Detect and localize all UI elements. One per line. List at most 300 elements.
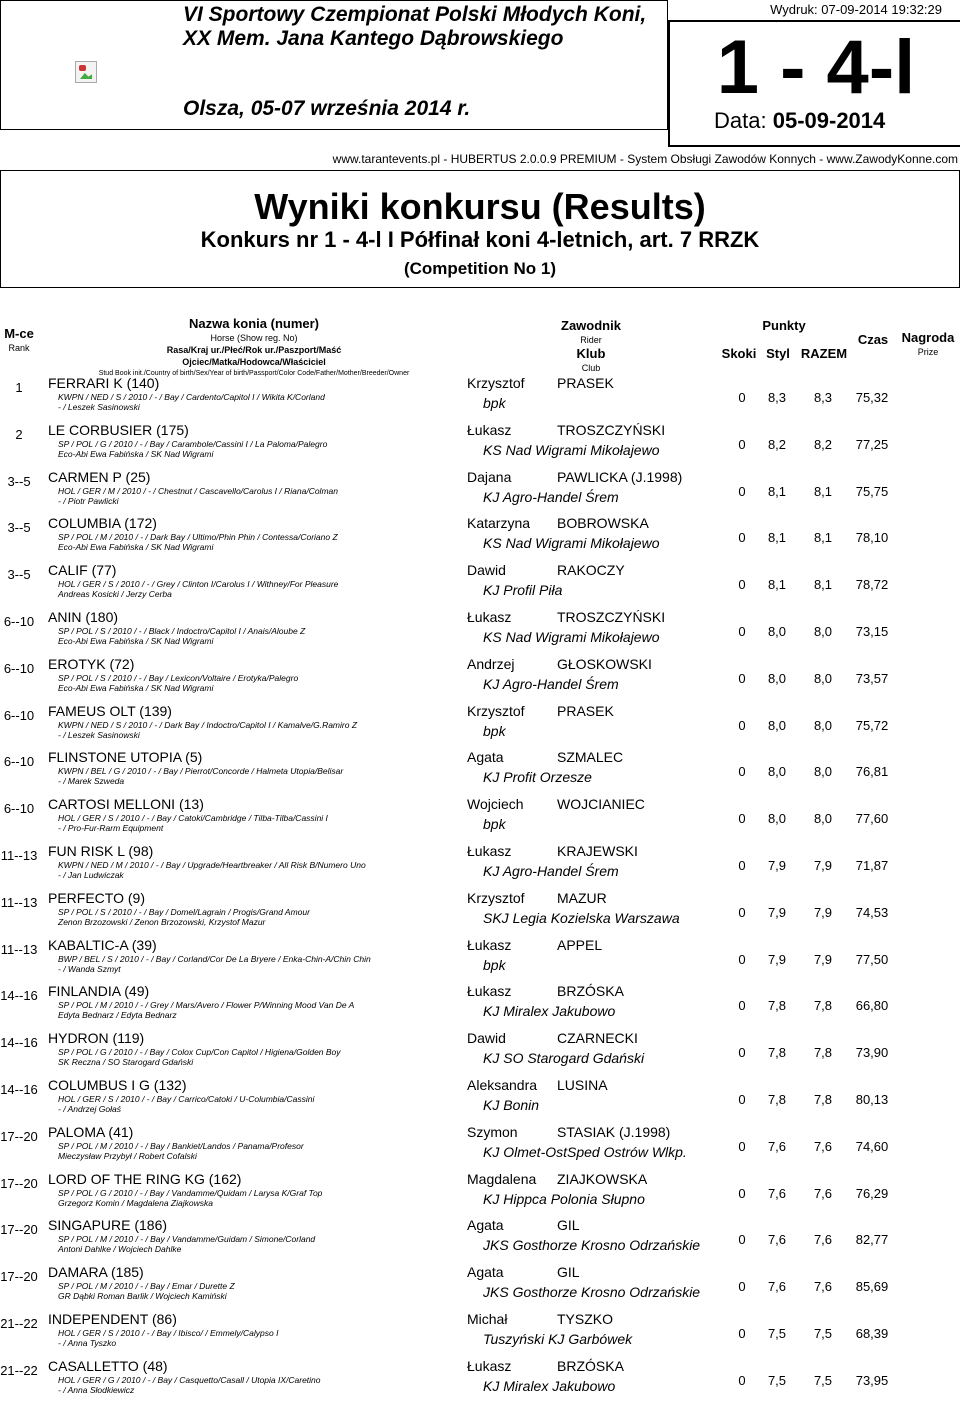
razem-value: 7,8 xyxy=(813,998,833,1014)
rider-last-name: PAWLICKA (J.1998) xyxy=(557,468,683,485)
rider-first-name: Krzysztof xyxy=(467,375,525,391)
rider-last-name: ZIAJKOWSKA xyxy=(557,1170,648,1187)
event-header xyxy=(0,0,668,130)
table-row xyxy=(0,748,960,795)
rider-cell xyxy=(467,1076,723,1116)
rank-cell: 17--20 xyxy=(0,1175,38,1191)
rank-cell: 17--20 xyxy=(0,1128,38,1144)
rank-cell: 14--16 xyxy=(0,1082,38,1097)
styl-value: 7,8 xyxy=(767,1045,787,1061)
horse-owner: - / Piotr Pawlicki xyxy=(58,495,119,506)
rider-last-name: TROSZCZYŃSKI xyxy=(557,421,666,438)
rider-last-name: BRZÓSKA xyxy=(557,1357,624,1374)
col-club-label-en: Club xyxy=(581,363,601,373)
razem-value: 8,3 xyxy=(813,390,833,405)
table-row xyxy=(0,374,960,421)
czas-value: 78,10 xyxy=(855,530,889,546)
horse-name: PALOMA (41) xyxy=(48,1123,134,1140)
table-row xyxy=(0,1029,960,1076)
rider-club: KJ Agro-Handel Śrem xyxy=(483,675,619,692)
horse-owner: Eco-Abi Ewa Fabińska / SK Nad Wigrami xyxy=(58,448,214,459)
col-horse-line2: Rasa/Kraj ur./Płeć/Rok ur./Paszport/Maść xyxy=(166,345,342,355)
rider-first-name: Łukasz xyxy=(467,421,512,438)
rider-last-name: BOBROWSKA xyxy=(557,515,649,532)
col-prize-header xyxy=(896,330,960,358)
horse-owner: - / Wanda Szmyt xyxy=(58,963,121,974)
col-rank-label: M-ce xyxy=(4,326,34,341)
czas-value: 66,80 xyxy=(855,998,889,1014)
rider-name xyxy=(467,1123,723,1141)
rider-cell xyxy=(467,748,723,788)
skoki-value: 0 xyxy=(738,764,746,780)
styl-value: 7,6 xyxy=(767,1138,787,1154)
rider-first-name: Agata xyxy=(467,1264,504,1281)
table-row xyxy=(0,421,960,468)
rider-cell xyxy=(467,936,723,976)
horse-owner: - / Jan Ludwiczak xyxy=(58,870,124,880)
rider-first-name: Dawid xyxy=(467,562,506,579)
system-line: www.tarantevents.pl - HUBERTUS 2.0.0.9 PREMIUM - System Obsługi Zawodów Konnych - www.ZawodyKonne.com xyxy=(332,152,958,166)
rider-cell xyxy=(467,1216,723,1256)
rank-cell: 14--16 xyxy=(0,1035,38,1051)
styl-value: 8,0 xyxy=(767,764,787,780)
horse-name: FUN RISK L (98) xyxy=(48,843,154,859)
rider-first-name: Andrzej xyxy=(467,655,515,672)
rider-cell xyxy=(467,608,723,648)
col-czas-label: Czas xyxy=(857,332,889,347)
horse-pedigree: KWPN / BEL / G / 2010 / - / Bay / Pierrot/Concorde / Halmeta Utopia/Belisar xyxy=(58,766,344,777)
rider-name xyxy=(467,561,723,579)
styl-value: 7,5 xyxy=(767,1326,787,1341)
col-points-header xyxy=(718,318,850,334)
rider-name xyxy=(467,748,723,766)
styl-value: 7,9 xyxy=(767,951,787,967)
horse-cell xyxy=(48,1170,456,1208)
razem-value: 8,0 xyxy=(813,764,833,780)
rider-first-name: Agata xyxy=(467,749,504,766)
rider-cell xyxy=(467,1357,723,1397)
rider-club: KS Nad Wigrami Mikołajewo xyxy=(483,441,660,458)
razem-value: 8,0 xyxy=(813,811,833,827)
skoki-value: 0 xyxy=(738,1372,746,1388)
print-date: Wydruk: 07-09-2014 19:32:29 xyxy=(770,2,942,17)
horse-name: COLUMBUS I G (132) xyxy=(48,1077,187,1093)
col-czas-header xyxy=(850,332,896,348)
col-skoki-header xyxy=(718,346,760,362)
horse-cell xyxy=(48,1310,456,1348)
rider-last-name: TYSZKO xyxy=(557,1311,614,1327)
razem-value: 8,0 xyxy=(813,670,833,686)
horse-name: FINLANDIA (49) xyxy=(48,983,150,1000)
rank-cell: 11--13 xyxy=(0,941,38,957)
rider-cell xyxy=(467,1310,723,1350)
skoki-value: 0 xyxy=(738,390,746,405)
rider-club: KJ Agro-Handel Śrem xyxy=(483,863,619,879)
col-styl-header xyxy=(760,346,796,362)
rider-cell xyxy=(467,1029,723,1069)
rank-cell: 6--10 xyxy=(3,754,35,770)
czas-value: 75,32 xyxy=(855,390,889,405)
horse-pedigree: HOL / GER / S / 2010 / - / Grey / Clinton I/Carolus I / Withney/For Pleasure xyxy=(58,579,339,590)
rider-name xyxy=(467,1170,723,1188)
horse-name: FAMEUS OLT (139) xyxy=(48,702,172,719)
horse-cell xyxy=(48,1123,456,1161)
horse-cell xyxy=(48,1216,456,1254)
razem-value: 7,6 xyxy=(813,1232,833,1248)
horse-cell xyxy=(48,1076,456,1114)
skoki-value: 0 xyxy=(738,1092,746,1107)
rank-cell: 6--10 xyxy=(3,707,35,723)
rider-club: KJ Miralex Jakubowo xyxy=(483,1003,616,1020)
skoki-value: 0 xyxy=(738,717,746,733)
rank-cell: 1 xyxy=(15,380,23,395)
horse-pedigree: SP / POL / S / 2010 / - / Black / Indoctro/Capitol I / Anais/Aloube Z xyxy=(58,626,306,636)
horse-cell xyxy=(48,1357,456,1395)
horse-name: FLINSTONE UTOPIA (5) xyxy=(48,749,203,766)
styl-value: 7,6 xyxy=(767,1185,787,1201)
competition-box xyxy=(668,20,960,147)
horse-pedigree: SP / POL / M / 2010 / - / Bay / Emar / Durette Z xyxy=(58,1281,235,1292)
horse-pedigree: HOL / GER / S / 2010 / - / Bay / Carrico/Catoki / U-Columbia/Cassini xyxy=(58,1094,315,1104)
rider-first-name: Dawid xyxy=(467,1030,506,1047)
czas-value: 76,81 xyxy=(855,764,889,780)
rider-club: JKS Gosthorze Krosno Odrzańskie xyxy=(483,1237,701,1254)
rider-name xyxy=(467,421,723,439)
horse-name: LE CORBUSIER (175) xyxy=(48,421,189,438)
razem-value: 7,6 xyxy=(813,1279,833,1295)
col-rider-label-en: Rider xyxy=(580,335,602,345)
table-row xyxy=(0,1263,960,1310)
rider-first-name: Łukasz xyxy=(467,609,512,625)
skoki-value: 0 xyxy=(738,483,746,499)
skoki-value: 0 xyxy=(738,1045,746,1061)
razem-value: 8,0 xyxy=(813,624,833,639)
horse-pedigree: KWPN / NED / S / 2010 / - / Dark Bay / Indoctro/Capitol I / Kamalve/G.Ramiro Z xyxy=(58,719,358,730)
czas-value: 77,25 xyxy=(855,436,889,452)
styl-value: 8,0 xyxy=(767,624,787,639)
rider-cell xyxy=(467,468,723,508)
horse-cell xyxy=(48,702,456,740)
skoki-value: 0 xyxy=(738,1279,746,1295)
skoki-value: 0 xyxy=(738,577,746,593)
horse-name: PERFECTO (9) xyxy=(48,889,145,906)
table-row xyxy=(0,1216,960,1263)
rider-cell xyxy=(467,514,723,554)
skoki-value: 0 xyxy=(738,670,746,686)
rider-last-name: LUSINA xyxy=(557,1077,608,1093)
table-row xyxy=(0,655,960,702)
rider-club: KS Nad Wigrami Mikołajewo xyxy=(483,535,660,552)
rider-name xyxy=(467,936,723,954)
styl-value: 8,3 xyxy=(767,390,787,405)
horse-name: EROTYK (72) xyxy=(48,655,135,672)
rider-cell xyxy=(467,655,723,695)
date-value: 05-09-2014 xyxy=(772,108,886,133)
skoki-value: 0 xyxy=(738,998,746,1014)
razem-value: 7,5 xyxy=(813,1326,833,1341)
rider-club: bpk xyxy=(483,956,506,973)
rider-first-name: Krzysztof xyxy=(467,889,525,906)
horse-owner: - / Anna Tyszko xyxy=(58,1338,117,1348)
czas-value: 73,57 xyxy=(855,670,889,686)
rider-first-name: Agata xyxy=(467,1217,504,1234)
horse-owner: - / Leszek Sasinowski xyxy=(58,729,140,740)
table-row xyxy=(0,1170,960,1217)
rider-club: KJ SO Starogard Gdański xyxy=(483,1050,645,1067)
rider-club: Tuszyński KJ Garbówek xyxy=(483,1331,633,1347)
rider-cell xyxy=(467,842,723,882)
horse-cell xyxy=(48,468,456,506)
horse-name: COLUMBIA (172) xyxy=(48,515,157,532)
styl-value: 7,9 xyxy=(767,904,787,920)
rider-last-name: WOJCIANIEC xyxy=(557,796,645,813)
styl-value: 7,5 xyxy=(767,1372,787,1388)
rank-cell: 3--5 xyxy=(7,520,31,536)
razem-value: 8,0 xyxy=(813,717,833,733)
horse-pedigree: SP / POL / S / 2010 / - / Bay / Domel/Lagrain / Progis/Grand Amour xyxy=(58,906,310,917)
rider-name xyxy=(467,1310,723,1328)
rider-last-name: PRASEK xyxy=(557,375,614,391)
horse-owner: - / Leszek Sasinowski xyxy=(58,402,140,412)
table-row xyxy=(0,561,960,608)
skoki-value: 0 xyxy=(738,904,746,920)
rider-cell xyxy=(467,795,723,835)
rider-cell xyxy=(467,421,723,461)
horse-owner: Zenon Brzozowski / Zenon Brzozowski, Krzystof Mazur xyxy=(58,916,266,927)
rider-name xyxy=(467,468,723,486)
rider-name xyxy=(467,1357,723,1375)
horse-owner: Antoni Dahlke / Wojciech Dahlke xyxy=(58,1244,182,1255)
razem-value: 7,6 xyxy=(813,1138,833,1154)
table-row xyxy=(0,1357,960,1403)
col-rider-header xyxy=(467,318,715,374)
rider-name xyxy=(467,374,723,392)
rider-name xyxy=(467,1076,723,1094)
horse-name: FERRARI K (140) xyxy=(48,375,160,391)
table-row xyxy=(0,1310,960,1357)
czas-value: 75,72 xyxy=(855,717,889,733)
razem-value: 7,5 xyxy=(813,1372,833,1388)
rider-last-name: APPEL xyxy=(557,936,603,953)
horse-owner: Mieczysław Przybył / Robert Cofalski xyxy=(58,1150,197,1161)
horse-name: CARMEN P (25) xyxy=(48,468,151,485)
rider-club: KJ Hippca Polonia Słupno xyxy=(483,1190,645,1207)
horse-cell xyxy=(48,982,456,1020)
horse-pedigree: SP / POL / G / 2010 / - / Bay / Vandamme/Quidam / Larysa K/Graf Top xyxy=(58,1187,323,1198)
rider-first-name: Łukasz xyxy=(467,843,512,859)
styl-value: 7,9 xyxy=(767,858,787,873)
horse-owner: - / Marek Szweda xyxy=(58,776,125,787)
rider-first-name: Łukasz xyxy=(467,983,512,1000)
rider-first-name: Łukasz xyxy=(467,1357,512,1374)
horse-name: CARTOSI MELLONI (13) xyxy=(48,796,204,813)
styl-value: 8,1 xyxy=(767,577,787,593)
col-rank-header xyxy=(0,326,38,354)
broken-image-icon xyxy=(75,61,97,83)
styl-value: 8,0 xyxy=(767,811,787,827)
horse-name: CASALLETTO (48) xyxy=(48,1357,168,1374)
horse-cell xyxy=(48,608,456,646)
competition-header xyxy=(668,0,960,148)
styl-value: 8,1 xyxy=(767,530,787,546)
horse-pedigree: BWP / BEL / S / 2010 / - / Bay / Corland/Cor De La Bryere / Enka-Chin-A/Chin Chin xyxy=(58,953,371,964)
rider-name xyxy=(467,702,723,720)
rider-last-name: GŁOSKOWSKI xyxy=(557,655,652,672)
horse-pedigree: SP / POL / M / 2010 / - / Grey / Mars/Avero / Flower P/Winning Mood Van De A xyxy=(58,1000,355,1011)
horse-name: LORD OF THE RING KG (162) xyxy=(48,1170,242,1187)
styl-value: 8,2 xyxy=(767,436,787,452)
rank-cell: 11--13 xyxy=(0,894,38,910)
table-row xyxy=(0,702,960,749)
col-horse-line3: Ojciec/Matka/Hodowca/Właściciel xyxy=(182,357,326,367)
skoki-value: 0 xyxy=(738,530,746,546)
results-title: Wyniki konkursu (Results) xyxy=(254,186,706,227)
horse-pedigree: SP / POL / M / 2010 / - / Dark Bay / Ultimo/Phin Phin / Contessa/Coriano Z xyxy=(58,532,338,543)
horse-cell xyxy=(48,842,456,880)
czas-value: 73,95 xyxy=(855,1372,889,1388)
rider-club: bpk xyxy=(483,722,506,739)
styl-value: 7,6 xyxy=(767,1279,787,1295)
horse-owner: Grzegorz Komin / Magdalena Ziajkowska xyxy=(58,1197,213,1208)
razem-value: 8,1 xyxy=(813,530,833,546)
czas-value: 85,69 xyxy=(855,1279,889,1295)
horse-cell xyxy=(48,655,456,693)
table-row xyxy=(0,468,960,515)
horse-pedigree: SP / POL / G / 2010 / - / Bay / Colox Cup/Con Capitol / Higiena/Golden Boy xyxy=(58,1047,341,1058)
horse-name: SINGAPURE (186) xyxy=(48,1217,168,1234)
rider-last-name: TROSZCZYŃSKI xyxy=(557,609,666,625)
rider-first-name: Krzysztof xyxy=(467,702,525,719)
czas-value: 74,60 xyxy=(855,1138,889,1154)
col-points-label: Punkty xyxy=(762,318,806,333)
horse-cell xyxy=(48,748,456,786)
horse-owner: Eco-Abi Ewa Fabińska / SK Nad Wigrami xyxy=(58,636,214,646)
horse-name: INDEPENDENT (86) xyxy=(48,1311,177,1327)
col-skoki-label: Skoki xyxy=(721,346,757,361)
czas-value: 73,90 xyxy=(855,1045,889,1061)
czas-value: 71,87 xyxy=(855,858,889,873)
horse-cell xyxy=(48,514,456,552)
horse-pedigree: HOL / GER / S / 2010 / - / Bay / Catoki/Cambridge / Tilba-Tilba/Cassini I xyxy=(58,813,328,824)
razem-value: 7,8 xyxy=(813,1045,833,1061)
skoki-value: 0 xyxy=(738,1232,746,1248)
col-club-label: Klub xyxy=(576,346,606,361)
horse-owner: - / Anna Słodkiewicz xyxy=(58,1384,135,1395)
horse-cell xyxy=(48,421,456,459)
styl-value: 7,8 xyxy=(767,998,787,1014)
horse-pedigree: SP / POL / G / 2010 / - / Bay / Carambole/Cassini I / La Paloma/Palegro xyxy=(58,438,328,449)
rider-name xyxy=(467,795,723,813)
table-row xyxy=(0,936,960,983)
razem-value: 7,6 xyxy=(813,1185,833,1201)
table-row xyxy=(0,842,960,889)
skoki-value: 0 xyxy=(738,1185,746,1201)
event-title: VI Sportowy Czempionat Polski Młodych Koni, XX Mem. Jana Kantego Dąbrowskiego xyxy=(183,3,647,50)
rider-name xyxy=(467,608,723,626)
col-styl-label: Styl xyxy=(766,346,790,361)
horse-pedigree: HOL / GER / S / 2010 / - / Bay / Ibisco/ / Emmely/Calypso I xyxy=(58,1328,279,1338)
skoki-value: 0 xyxy=(738,436,746,452)
czas-value: 68,39 xyxy=(855,1326,889,1341)
horse-pedigree: HOL / GER / G / 2010 / - / Bay / Casquetto/Casall / Utopia IX/Caretino xyxy=(58,1374,321,1385)
rider-last-name: CZARNECKI xyxy=(557,1030,638,1047)
rider-name xyxy=(467,655,723,673)
results-banner xyxy=(0,170,960,288)
horse-owner: Eco-Abi Ewa Fabińska / SK Nad Wigrami xyxy=(58,682,214,693)
skoki-value: 0 xyxy=(738,624,746,639)
rider-name xyxy=(467,889,723,907)
skoki-value: 0 xyxy=(738,951,746,967)
rank-cell: 3--5 xyxy=(7,473,31,489)
horse-name: HYDRON (119) xyxy=(48,1030,145,1047)
rider-cell xyxy=(467,889,723,929)
rider-club: JKS Gosthorze Krosno Odrzańskie xyxy=(483,1284,701,1301)
rider-name xyxy=(467,1263,723,1281)
rider-name xyxy=(467,514,723,532)
table-row xyxy=(0,514,960,561)
rank-cell: 17--20 xyxy=(0,1269,38,1285)
rider-cell xyxy=(467,374,723,414)
table-row xyxy=(0,608,960,655)
rider-first-name: Szymon xyxy=(467,1123,518,1140)
rider-club: bpk xyxy=(483,816,506,833)
rider-last-name: SZMALEC xyxy=(557,749,624,766)
czas-value: 76,29 xyxy=(855,1185,889,1201)
rider-cell xyxy=(467,1123,723,1163)
rank-cell: 17--20 xyxy=(0,1222,38,1238)
table-row xyxy=(0,795,960,842)
horse-pedigree: HOL / GER / M / 2010 / - / Chestnut / Cascavello/Carolus I / Riana/Colman xyxy=(58,485,338,496)
rider-last-name: MAZUR xyxy=(557,889,607,906)
horse-cell xyxy=(48,795,456,833)
table-row xyxy=(0,982,960,1029)
date-label: Data: xyxy=(714,108,767,133)
horse-pedigree: SP / POL / M / 2010 / - / Bay / Vandamme/Guidam / Simone/Corland xyxy=(58,1234,316,1245)
czas-value: 80,13 xyxy=(855,1092,889,1107)
rider-first-name: Łukasz xyxy=(467,936,512,953)
razem-value: 8,1 xyxy=(813,483,833,499)
rider-name xyxy=(467,842,723,860)
rider-last-name: BRZÓSKA xyxy=(557,983,624,1000)
rider-cell xyxy=(467,982,723,1022)
table-row xyxy=(0,889,960,936)
col-razem-label: RAZEM xyxy=(800,346,848,361)
rider-last-name: KRAJEWSKI xyxy=(557,843,638,859)
rider-first-name: Aleksandra xyxy=(467,1077,538,1093)
horse-pedigree: SP / POL / M / 2010 / - / Bay / Bankiet/Landos / Panama/Profesor xyxy=(58,1140,304,1151)
horse-name: ANIN (180) xyxy=(48,609,119,625)
horse-owner: - / Andrzej Gołaś xyxy=(58,1104,121,1114)
rank-cell: 2 xyxy=(15,426,23,442)
horse-cell xyxy=(48,1263,456,1301)
rider-last-name: GIL xyxy=(557,1264,580,1281)
table-row xyxy=(0,1123,960,1170)
styl-value: 8,1 xyxy=(767,483,787,499)
czas-value: 77,60 xyxy=(855,811,889,827)
horse-cell xyxy=(48,889,456,927)
rank-cell: 14--16 xyxy=(0,988,38,1004)
razem-value: 7,9 xyxy=(813,951,833,967)
horse-owner: - / Pro-Fur-Rarm Equipment xyxy=(58,823,164,834)
rider-club: bpk xyxy=(483,395,506,411)
skoki-value: 0 xyxy=(738,1326,746,1341)
rider-name xyxy=(467,1216,723,1234)
rider-cell xyxy=(467,1170,723,1210)
rider-cell xyxy=(467,702,723,742)
horse-cell xyxy=(48,1029,456,1067)
rank-cell: 3--5 xyxy=(7,567,31,583)
col-horse-header xyxy=(52,316,456,380)
